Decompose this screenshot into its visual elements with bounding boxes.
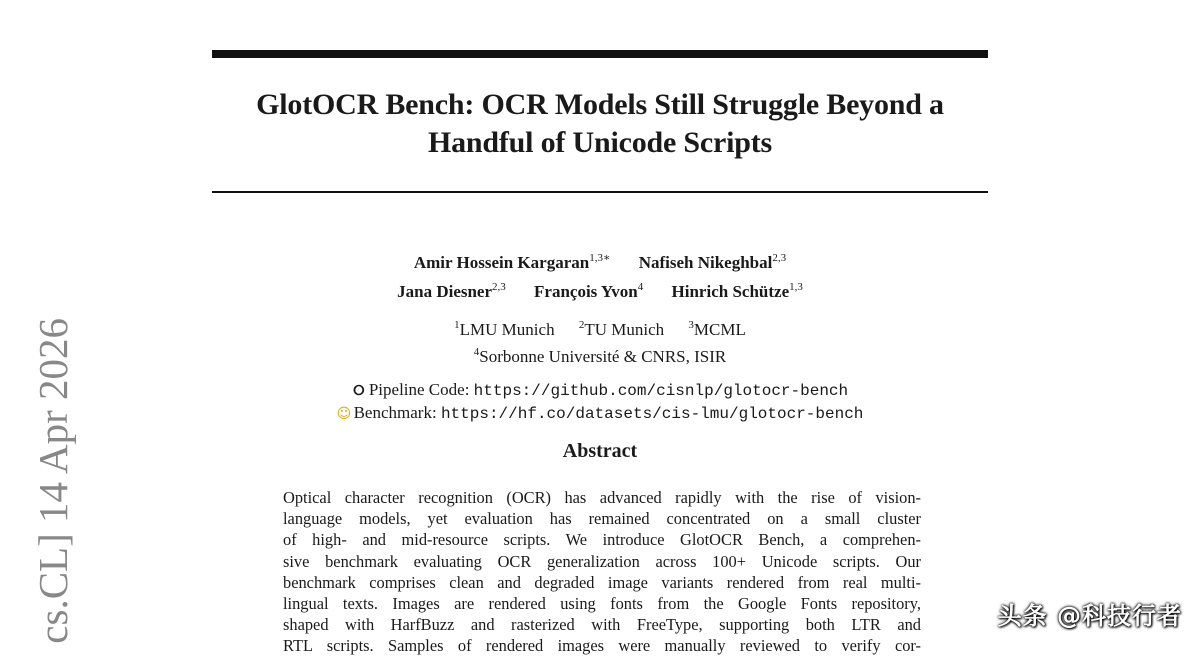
- author: Nafiseh Nikeghbal$^{2,3}$: [638, 252, 787, 272]
- title-line-2: Handful of Unicode Scripts: [427, 126, 772, 159]
- github-icon: ⭘: [353, 383, 365, 399]
- affiliation: $^3$MCML: [688, 319, 746, 339]
- title-line-1: GlotOCR Bench: OCR Models Still Struggle Beyond a: [256, 88, 944, 121]
- huggingface-icon: ☺: [336, 406, 352, 422]
- arxiv-side-stamp: cs.CL] 14 Apr 2026: [30, 318, 76, 644]
- author: François Yvon$^4$: [534, 281, 644, 301]
- abstract-heading: Abstract: [562, 440, 638, 462]
- abstract-line: of high- and mid-resource scripts. We introduce GlotOCR Bench, a comprehen-: [283, 530, 921, 550]
- abstract-line: sive benchmark evaluating OCR generalization across 100+ Unicode scripts. Our: [283, 551, 921, 571]
- author: Jana Diesner$^{2,3}$: [397, 281, 506, 301]
- benchmark-label: Benchmark:: [353, 403, 437, 422]
- paper-title: [180, 86, 1020, 162]
- benchmark-link-line: [260, 402, 940, 425]
- author: Amir Hossein Kargaran$^{1,3∗}$: [413, 252, 611, 272]
- author-list: [260, 246, 940, 304]
- benchmark-url[interactable]: https://hf.co/datasets/cis-lmu/glotocr-bench: [440, 405, 864, 423]
- pipeline-code-link-line: [260, 379, 940, 402]
- affiliation-list: [260, 314, 940, 368]
- top-rule: [212, 50, 988, 58]
- abstract-line: shaped with HarfBuzz and rasterized with FreeType, supporting both LTR and: [283, 615, 921, 635]
- resource-links: [260, 379, 940, 425]
- abstract-line: lingual texts. Images are rendered using fonts from the Google Fonts repository,: [283, 594, 921, 614]
- abstract-line: language models, yet evaluation has remained concentrated on a small cluster: [283, 509, 921, 529]
- abstract-body: [283, 487, 921, 657]
- affiliation: $^4$Sorbonne Université & CNRS, ISIR: [473, 346, 727, 366]
- affiliation: $^1$LMU Munich: [454, 319, 555, 339]
- abstract-line: benchmark comprises clean and degraded image variants rendered from real multi-: [283, 572, 921, 592]
- author: Hinrich Schütze$^{1,3}$: [671, 281, 803, 301]
- pipeline-code-label: Pipeline Code:: [368, 380, 470, 399]
- affiliation: $^2$TU Munich: [578, 319, 665, 339]
- abstract-line: Optical character recognition (OCR) has advanced rapidly with the rise of vision-: [283, 488, 921, 507]
- abstract-line: RTL scripts. Samples of rendered images were manually reviewed to verify cor-: [283, 636, 921, 656]
- title-bottom-rule: [212, 191, 988, 193]
- pipeline-code-url[interactable]: https://github.com/cisnlp/glotocr-bench: [473, 382, 849, 400]
- watermark: 头条 @科技行者: [997, 602, 1182, 630]
